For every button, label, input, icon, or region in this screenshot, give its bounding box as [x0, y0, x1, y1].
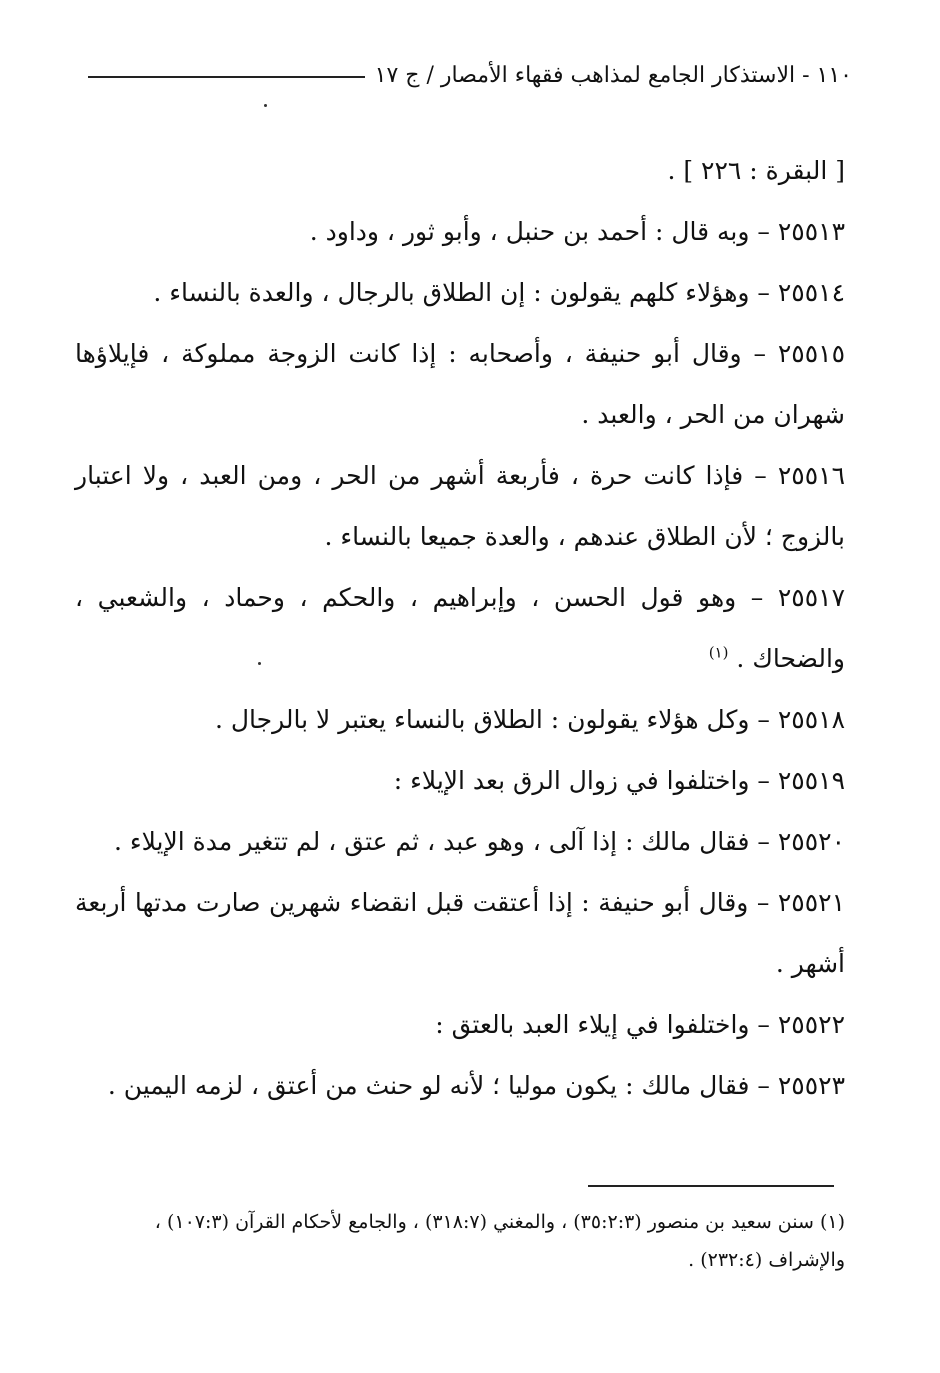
footnotes [75, 1203, 845, 1279]
quran-reference: [ البقرة : ٢٢٦ ] . [667, 156, 845, 185]
paragraph-25523: ٢٥٥٢٣ – فقال مالك : يكون موليا ؛ لأنه لو حنث من أعتق ، لزمه اليمين . [107, 1071, 845, 1100]
paragraph-25519: ٢٥٥١٩ – واختلفوا في زوال الرق بعد الإيلاء : [393, 766, 845, 795]
paragraph-25518: ٢٥٥١٨ – وكل هؤلاء يقولون : الطلاق بالنساء يعتبر لا بالرجال . [214, 705, 845, 734]
paragraph-25514: ٢٥٥١٤ – وهؤلاء كلهم يقولون : إن الطلاق بالرجال ، والعدة بالنساء . [153, 278, 845, 307]
paragraph-25516: ٢٥٥١٦ – فإذا كانت حرة ، فأربعة أشهر من الحر ، ومن العبد ، ولا اعتبار بالزوج ؛ لأن الطلاق عندهم ، والعدة جميعا بالنساء . [75, 461, 845, 551]
header-rule [88, 76, 365, 78]
footnote-marker: (١) [708, 643, 729, 662]
footnote-1: (١) سنن سعيد بن منصور (٣٥:٢:٣) ، والمغني (٣١٨:٧) ، والجامع لأحكام القرآن (١٠٧:٣) ، والإشراف (٢٣٢:٤) . [154, 1211, 845, 1271]
paragraph-25522: ٢٥٥٢٢ – واختلفوا في إيلاء العبد بالعتق : [435, 1010, 845, 1039]
paragraph-25517-text: ٢٥٥١٧ – وهو قول الحسن ، وإبراهيم ، والحكم ، وحماد ، والشعبي ، والضحاك . [75, 583, 845, 673]
paragraph-25517 [75, 567, 845, 689]
paragraph-25513: ٢٥٥١٣ – وبه قال : أحمد بن حنبل ، وأبو ثور ، وداود . [309, 217, 845, 246]
footnote-rule [588, 1185, 834, 1187]
paragraph-25515: ٢٥٥١٥ – وقال أبو حنيفة ، وأصحابه : إذا كانت الزوجة مملوكة ، فإيلاؤها شهران من الحر ، والعبد . [75, 339, 845, 429]
running-header [88, 58, 852, 92]
running-title: ١١٠ - الاستذكار الجامع لمذاهب فقهاء الأمصار / ج ١٧ [374, 62, 852, 88]
main-text [75, 140, 845, 1116]
print-speck [264, 104, 267, 107]
paragraph-25520: ٢٥٥٢٠ – فقال مالك : إذا آلى ، وهو عبد ، ثم عتق ، لم تتغير مدة الإيلاء . [113, 827, 845, 856]
paragraph-25521: ٢٥٥٢١ – وقال أبو حنيفة : إذا أعتقت قبل انقضاء شهرين صارت مدتها أربعة أشهر . [75, 888, 845, 978]
